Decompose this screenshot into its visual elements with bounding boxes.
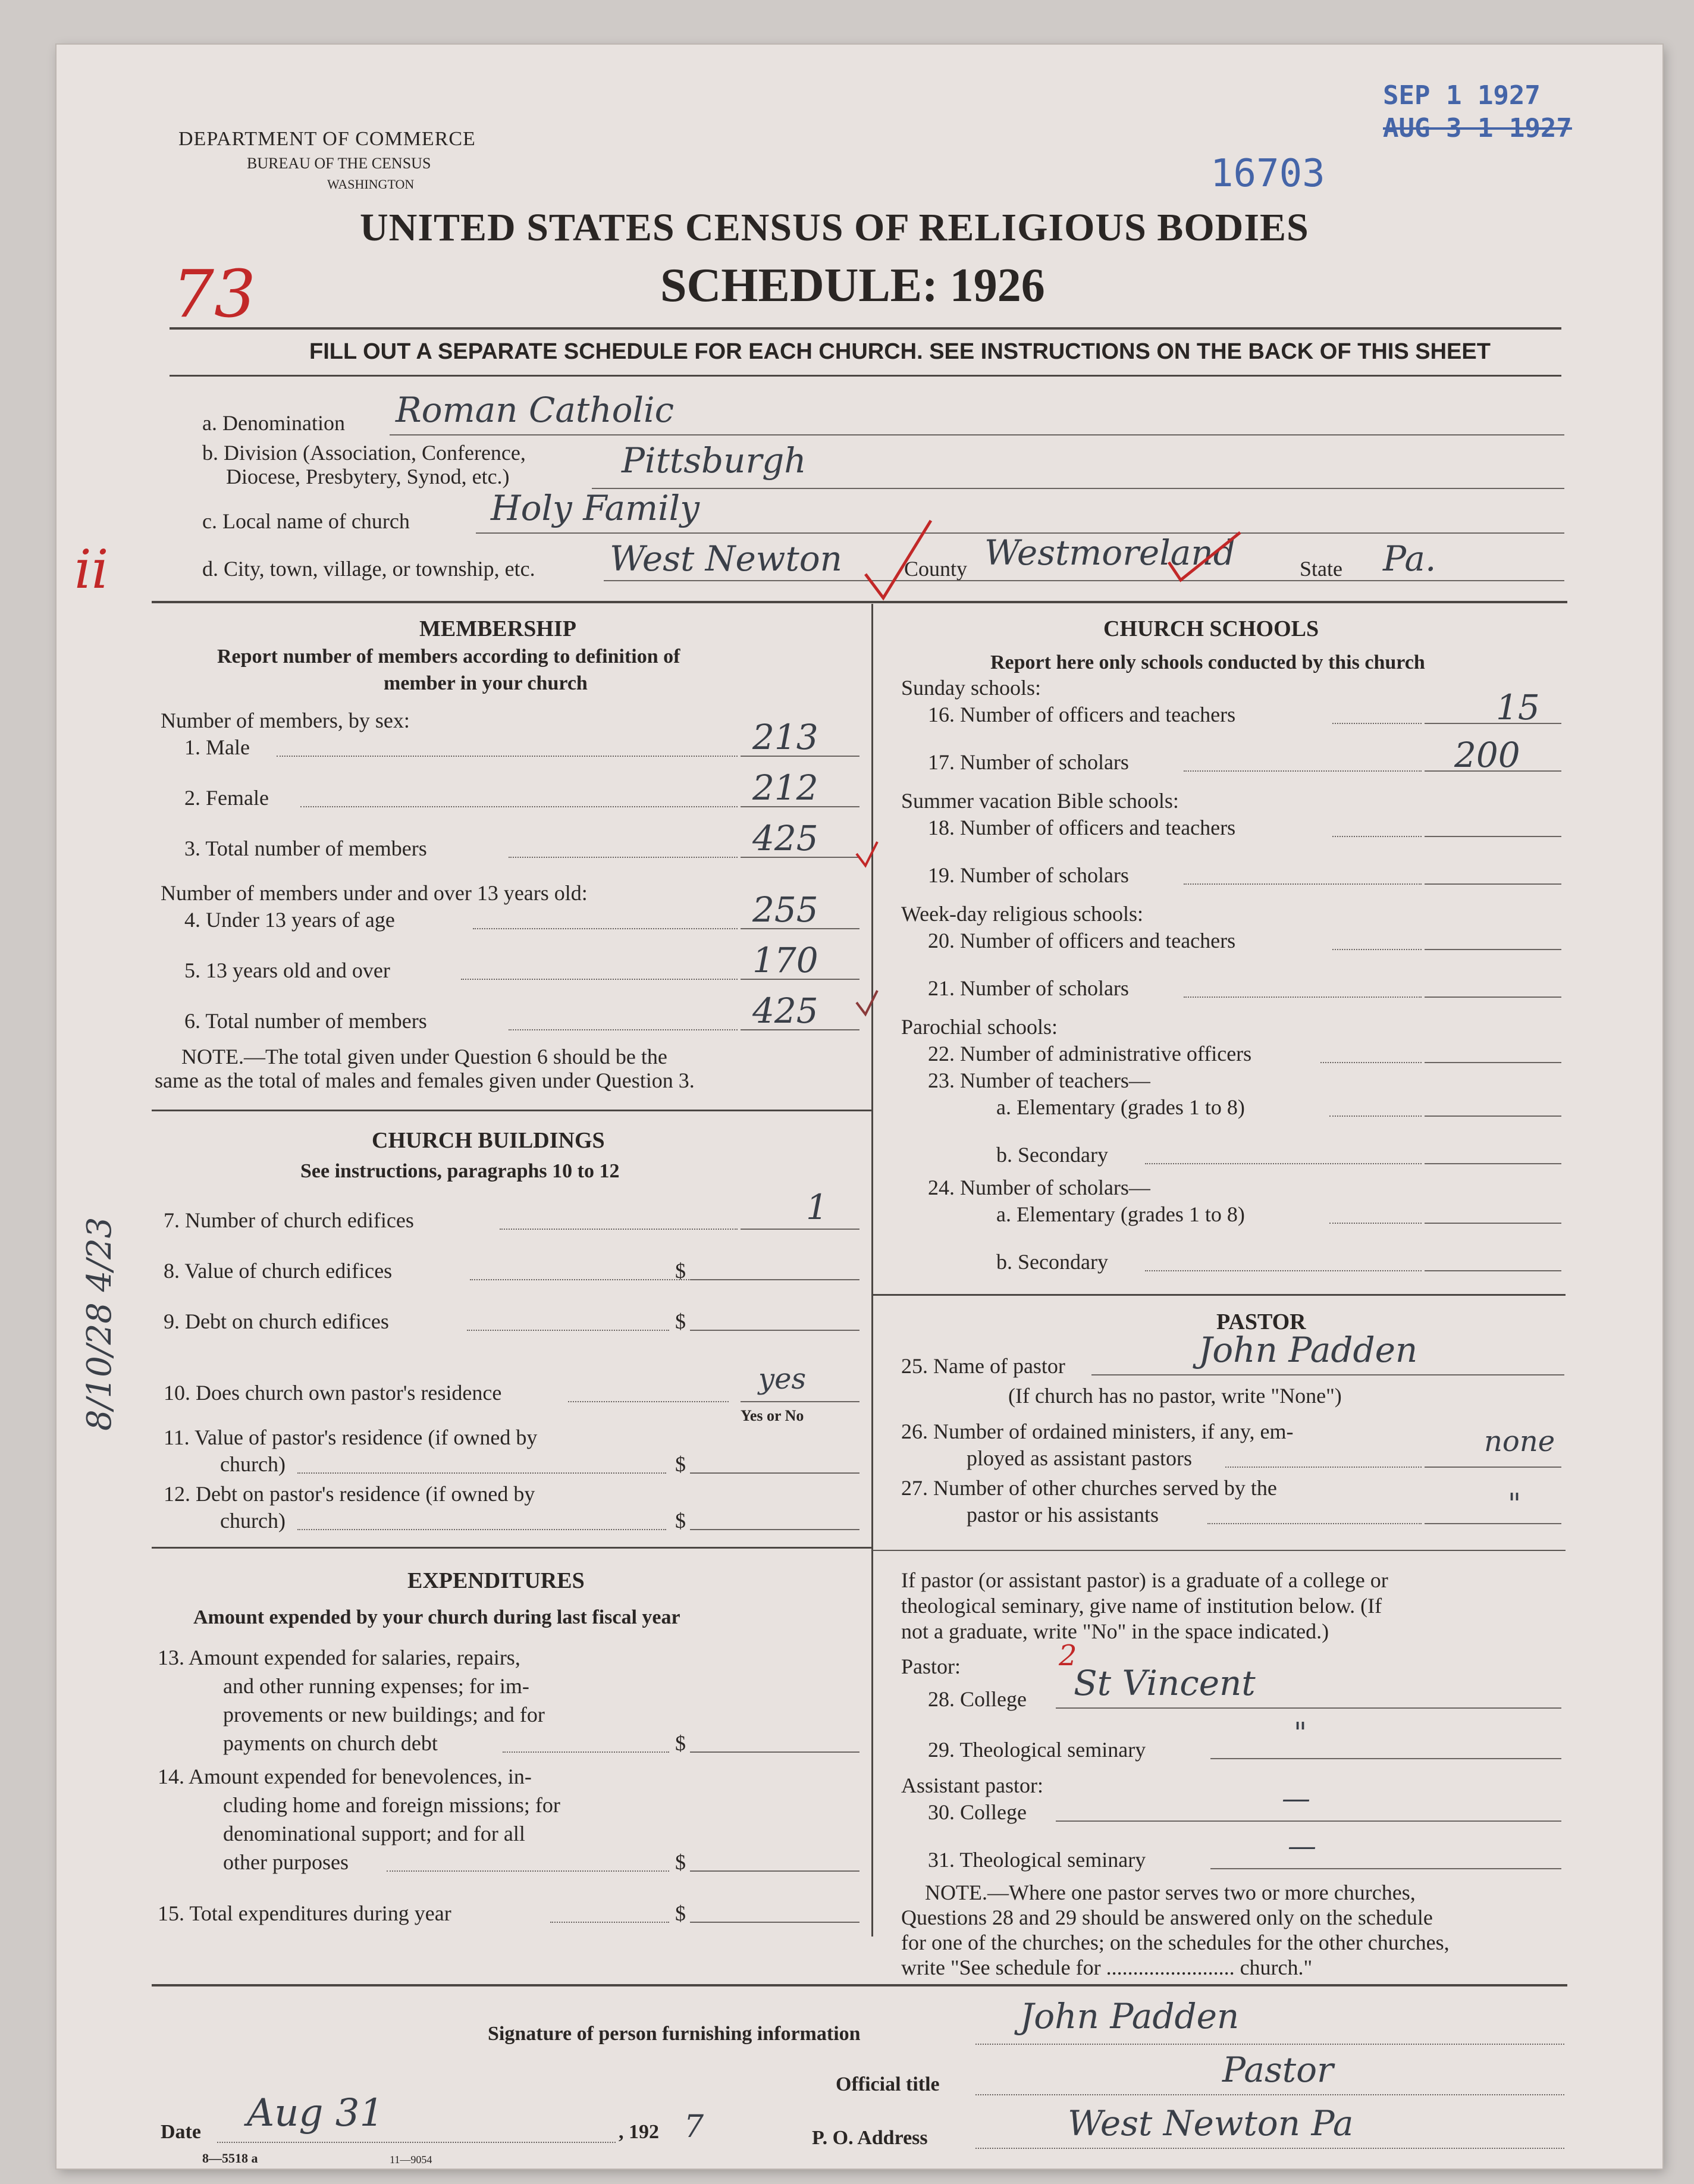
over-13-count: 170 — [752, 940, 818, 980]
q14-dollar: $ — [675, 1850, 686, 1874]
membership-subheading-1: Report number of members according to definition of — [217, 646, 680, 668]
assistant-college: — — [1282, 1782, 1310, 1815]
check-mark-icon — [1169, 532, 1240, 580]
q4-dots — [473, 928, 738, 929]
q18-label: 18. Number of officers and teachers — [928, 816, 1236, 839]
q30-label: 30. College — [928, 1800, 1027, 1824]
church-name-value: Holy Family — [491, 488, 700, 528]
q22-answer-line — [1425, 1062, 1561, 1063]
pastor-seminary: " — [1294, 1716, 1307, 1750]
q7-answer-line — [741, 1229, 859, 1230]
q13-dots — [503, 1751, 669, 1753]
q11-dollar: $ — [675, 1452, 686, 1476]
red-margin-mark: ii — [74, 538, 109, 601]
form-number: 8—5518 a — [202, 2151, 258, 2166]
total-members-by-age-count: 425 — [752, 991, 818, 1031]
q11-dots — [297, 1472, 666, 1474]
graduate-instructions-3: not a graduate, write "No" in the space indicated.) — [901, 1619, 1329, 1643]
q25-label: 25. Name of pastor — [901, 1354, 1065, 1378]
q7-dots — [500, 1229, 738, 1230]
membership-tick-marks — [854, 818, 889, 1068]
q18-dots — [1332, 836, 1422, 837]
city-value: West Newton — [610, 538, 843, 579]
q15-dollar: $ — [675, 1901, 686, 1925]
red-check-marks — [859, 497, 1288, 604]
q12-label-2: church) — [220, 1509, 286, 1533]
q23a-dots — [1329, 1115, 1422, 1117]
q20-label: 20. Number of officers and teachers — [928, 929, 1236, 952]
year-prefix: , 192 — [619, 2121, 659, 2143]
print-number: 11—9054 — [390, 2154, 432, 2166]
membership-subheading-2: member in your church — [384, 672, 588, 694]
q5-dots — [461, 979, 738, 980]
weekday-schools-label: Week-day religious schools: — [901, 902, 1144, 926]
q17-dots — [1184, 770, 1422, 772]
q18-answer-line — [1425, 836, 1561, 837]
pastor-rule — [873, 1550, 1566, 1551]
bureau-city: WASHINGTON — [327, 177, 415, 192]
membership-note-2: same as the total of males and females given under Question 3. — [155, 1069, 695, 1092]
q3-label: 3. Total number of members — [184, 836, 427, 860]
q27-answer-line — [1425, 1523, 1561, 1524]
division-label-2: Diocese, Presbytery, Synod, etc.) — [226, 465, 510, 488]
schedule-year: SCHEDULE: 1926 — [660, 259, 1045, 312]
graduate-instructions-2: theological seminary, give name of institution below. (If — [901, 1594, 1382, 1618]
page-title: UNITED STATES CENSUS OF RELIGIOUS BODIES — [360, 206, 1309, 249]
q8-answer-line — [690, 1279, 859, 1280]
female-count: 212 — [752, 767, 818, 808]
q10-answer-line — [741, 1401, 859, 1402]
membership-note-1: NOTE.—The total given under Question 6 should be the — [181, 1045, 667, 1069]
sunday-scholars-count: 200 — [1454, 735, 1520, 775]
city-label: d. City, town, village, or township, etc. — [202, 557, 535, 581]
q9-dollar: $ — [675, 1309, 686, 1333]
q13-label-4: payments on church debt — [223, 1731, 438, 1755]
pastor-name: John Padden — [1199, 1330, 1418, 1370]
q9-answer-line — [690, 1330, 859, 1331]
total-members-count: 425 — [752, 818, 818, 858]
pastor-note-1: NOTE.—Where one pastor serves two or more churches, — [925, 1881, 1416, 1904]
bureau-name: BUREAU OF THE CENSUS — [247, 155, 431, 172]
membership-rule — [152, 1110, 871, 1111]
q1-label: 1. Male — [184, 735, 250, 759]
q9-label: 9. Debt on church edifices — [164, 1309, 389, 1333]
schools-rule — [873, 1294, 1566, 1296]
q29-label: 29. Theological seminary — [928, 1738, 1146, 1762]
parochial-schools-label: Parochial schools: — [901, 1015, 1058, 1039]
q21-label: 21. Number of scholars — [928, 976, 1129, 1000]
q24a-label: a. Elementary (grades 1 to 8) — [996, 1202, 1245, 1226]
department-name: DEPARTMENT OF COMMERCE — [178, 128, 476, 150]
q13-label-3: provements or new buildings; and for — [223, 1703, 545, 1726]
q11-answer-line — [690, 1472, 859, 1474]
tick-mark-icon — [857, 842, 877, 866]
pastor-note-2: Questions 28 and 29 should be answered only on the schedule — [901, 1906, 1433, 1929]
division-value: Pittsburgh — [622, 440, 807, 481]
buildings-rule — [152, 1547, 871, 1549]
q16-label: 16. Number of officers and teachers — [928, 703, 1236, 726]
q5-label: 5. 13 years old and over — [184, 958, 390, 982]
q23a-label: a. Elementary (grades 1 to 8) — [996, 1095, 1245, 1119]
q12-label-1: 12. Debt on pastor's residence (if owned by — [164, 1482, 535, 1506]
q13-label-1: 13. Amount expended for salaries, repairs, — [158, 1646, 520, 1669]
q13-answer-line — [690, 1751, 859, 1753]
q14-label-3: denominational support; and for all — [223, 1822, 525, 1845]
age-intro-label: Number of members under and over 13 years old: — [161, 881, 588, 905]
under-13-count: 255 — [752, 889, 818, 930]
margin-pencil-note: 8/10/28 4/23 — [80, 1217, 119, 1431]
q8-dollar: $ — [675, 1259, 686, 1283]
schools-heading: CHURCH SCHOOLS — [1103, 616, 1319, 641]
q21-dots — [1184, 997, 1422, 998]
q23-label: 23. Number of teachers— — [928, 1069, 1150, 1092]
red-batch-number: 73 — [172, 256, 256, 332]
q3-dots — [509, 857, 738, 858]
denomination-value: Roman Catholic — [396, 390, 675, 430]
date-line — [217, 2142, 616, 2143]
q29-answer-line — [1210, 1758, 1561, 1759]
pastor-note-4: write "See schedule for ........................ church." — [901, 1956, 1313, 1979]
assistant-seminary: — — [1288, 1829, 1316, 1863]
q14-label-1: 14. Amount expended for benevolences, in- — [158, 1765, 532, 1788]
serial-number-stamp: 16703 — [1210, 152, 1325, 196]
po-address-value: West Newton Pa — [1068, 2103, 1354, 2144]
q25-answer-line — [1091, 1374, 1564, 1375]
signature-label: Signature of person furnishing information — [488, 2023, 861, 2045]
q26-answer-line — [1425, 1467, 1561, 1468]
q20-answer-line — [1425, 949, 1561, 950]
state-label: State — [1300, 557, 1342, 581]
q17-label: 17. Number of scholars — [928, 750, 1129, 774]
q9-dots — [467, 1330, 669, 1331]
q26-label-1: 26. Number of ordained ministers, if any, em- — [901, 1420, 1294, 1443]
q12-dots — [297, 1529, 666, 1530]
q22-dots — [1320, 1062, 1422, 1063]
denomination-label: a. Denomination — [202, 411, 345, 435]
denomination-line — [390, 434, 1564, 435]
q1-dots — [277, 756, 738, 757]
assistant-pastor-label: Assistant pastor: — [901, 1773, 1043, 1797]
header-rule-bottom — [170, 375, 1561, 377]
q4-label: 4. Under 13 years of age — [184, 908, 395, 932]
q19-label: 19. Number of scholars — [928, 863, 1129, 887]
owns-residence-answer: yes — [758, 1362, 807, 1396]
division-line — [592, 488, 1564, 489]
q27-dots — [1207, 1523, 1422, 1524]
census-schedule-sheet — [57, 45, 1662, 2169]
q24b-answer-line — [1425, 1270, 1561, 1271]
q15-label: 15. Total expenditures during year — [158, 1901, 451, 1925]
q13-dollar: $ — [675, 1731, 686, 1755]
q12-answer-line — [690, 1529, 859, 1530]
official-title-label: Official title — [836, 2073, 940, 2095]
red-pastor-mark: 2 — [1059, 1639, 1077, 1672]
q25-note: (If church has no pastor, write "None") — [1008, 1384, 1342, 1408]
church-edifices-count: 1 — [806, 1187, 828, 1227]
q2-label: 2. Female — [184, 786, 269, 810]
pastor-college: St Vincent — [1074, 1663, 1256, 1703]
received-date-stamp: SEP 1 1927 — [1383, 80, 1541, 111]
sunday-teachers-count: 15 — [1496, 687, 1540, 728]
q6-label: 6. Total number of members — [184, 1009, 427, 1033]
q23b-label: b. Secondary — [996, 1143, 1108, 1167]
q20-dots — [1332, 949, 1422, 950]
q7-label: 7. Number of church edifices — [164, 1208, 414, 1232]
schools-subheading: Report here only schools conducted by this church — [990, 651, 1425, 673]
membership-heading: MEMBERSHIP — [419, 616, 576, 641]
sunday-schools-label: Sunday schools: — [901, 676, 1042, 700]
other-churches-count: " — [1508, 1487, 1522, 1521]
male-count: 213 — [752, 717, 818, 757]
footer-rule — [152, 1984, 1567, 1986]
q15-answer-line — [690, 1922, 859, 1923]
q28-label: 28. College — [928, 1687, 1027, 1711]
q26-label-2: ployed as assistant pastors — [967, 1446, 1192, 1470]
q2-dots — [300, 806, 738, 807]
po-address-line — [975, 2148, 1564, 2149]
check-mark-icon — [865, 521, 931, 598]
yes-no-caption: Yes or No — [741, 1407, 804, 1424]
graduate-instructions-1: If pastor (or assistant pastor) is a graduate of a college or — [901, 1568, 1388, 1592]
header-rule-top — [170, 327, 1561, 330]
year-digit: 7 — [684, 2109, 704, 2145]
buildings-subheading: See instructions, paragraphs 10 to 12 — [300, 1160, 620, 1182]
crossed-date-stamp: AUG 3 1 1927 — [1383, 113, 1572, 143]
q15-dots — [550, 1922, 669, 1923]
summer-schools-label: Summer vacation Bible schools: — [901, 789, 1179, 813]
q14-label-4: other purposes — [223, 1850, 349, 1874]
official-title-value: Pastor — [1222, 2050, 1334, 2090]
signature-line — [975, 2044, 1564, 2045]
church-name-label: c. Local name of church — [202, 509, 410, 533]
assistant-ministers-count: none — [1484, 1425, 1555, 1458]
q31-answer-line — [1210, 1868, 1561, 1869]
county-label: County — [904, 557, 968, 581]
pastor-heading: PASTOR — [1216, 1309, 1306, 1334]
q21-answer-line — [1425, 997, 1561, 998]
column-divider — [871, 604, 873, 1937]
q19-dots — [1184, 883, 1422, 885]
q14-answer-line — [690, 1870, 859, 1872]
q22-label: 22. Number of administrative officers — [928, 1042, 1252, 1066]
q11-label-2: church) — [220, 1452, 286, 1476]
q12-dollar: $ — [675, 1509, 686, 1533]
q30-answer-line — [1056, 1820, 1561, 1822]
q13-label-2: and other running expenses; for im- — [223, 1674, 529, 1698]
q16-answer-line — [1425, 723, 1561, 724]
q16-dots — [1332, 723, 1422, 724]
expenditures-heading: EXPENDITURES — [407, 1568, 585, 1593]
q31-label: 31. Theological seminary — [928, 1848, 1146, 1872]
state-value: Pa. — [1383, 538, 1436, 579]
date-value: Aug 31 — [247, 2091, 384, 2135]
q26-dots — [1225, 1467, 1422, 1468]
q6-dots — [509, 1029, 738, 1030]
instruction-banner: FILL OUT A SEPARATE SCHEDULE FOR EACH CHURCH. SEE INSTRUCTIONS ON THE BACK OF THIS SHEET — [309, 339, 1491, 364]
q27-label-2: pastor or his assistants — [967, 1503, 1159, 1527]
pastor-subsection-label: Pastor: — [901, 1655, 961, 1678]
division-label-1: b. Division (Association, Conference, — [202, 441, 526, 465]
q23a-answer-line — [1425, 1115, 1561, 1117]
members-by-sex-label: Number of members, by sex: — [161, 709, 410, 732]
q10-dots — [568, 1401, 729, 1402]
po-address-label: P. O. Address — [812, 2127, 928, 2149]
official-title-line — [975, 2094, 1564, 2095]
q14-label-2: cluding home and foreign missions; for — [223, 1793, 560, 1817]
date-label: Date — [161, 2121, 201, 2143]
q27-label-1: 27. Number of other churches served by the — [901, 1476, 1277, 1500]
q23b-dots — [1145, 1163, 1422, 1164]
q8-label: 8. Value of church edifices — [164, 1259, 393, 1283]
pastor-note-3: for one of the churches; on the schedules for the other churches, — [901, 1931, 1450, 1954]
q14-dots — [387, 1870, 669, 1872]
tick-mark-icon — [857, 991, 877, 1014]
q10-label: 10. Does church own pastor's residence — [164, 1381, 502, 1405]
signature-value: John Padden — [1020, 1996, 1240, 2036]
county-value: Westmoreland — [984, 532, 1235, 573]
expenditures-subheading: Amount expended by your church during last fiscal year — [193, 1606, 680, 1628]
q24a-answer-line — [1425, 1223, 1561, 1224]
q24-label: 24. Number of scholars— — [928, 1176, 1150, 1199]
q24a-dots — [1329, 1223, 1422, 1224]
buildings-heading: CHURCH BUILDINGS — [372, 1128, 605, 1153]
q19-answer-line — [1425, 883, 1561, 885]
q24b-label: b. Secondary — [996, 1250, 1108, 1274]
q11-label-1: 11. Value of pastor's residence (if owned by — [164, 1425, 538, 1449]
q28-answer-line — [1056, 1707, 1561, 1709]
q23b-answer-line — [1425, 1163, 1561, 1164]
q24b-dots — [1145, 1270, 1422, 1271]
